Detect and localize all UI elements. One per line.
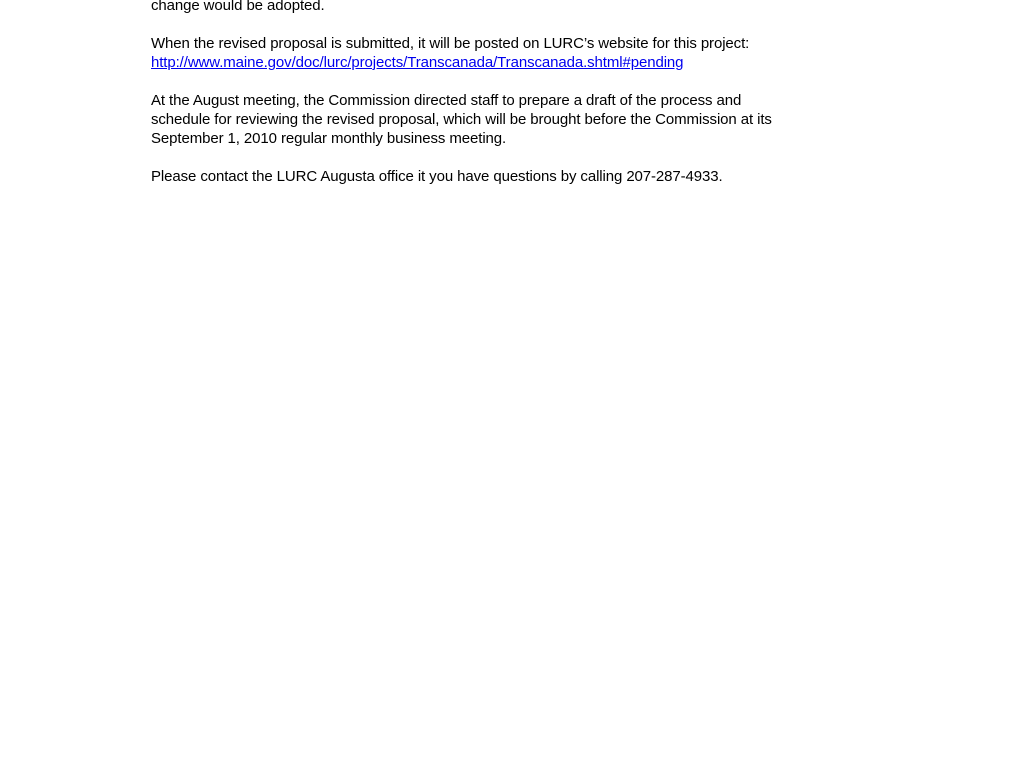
text-line: When the revised proposal is submitted, it will be posted on LURC’s website for this project: [151, 35, 750, 52]
project-website-link[interactable]: http://www.maine.gov/doc/lurc/projects/Transcanada/Transcanada.shtml#pending [151, 54, 684, 71]
text-line: schedule for reviewing the revised proposal, which will be brought before the Commission at its [151, 111, 772, 128]
paragraph-website-posting [151, 34, 871, 72]
text-line: change would be adopted. [151, 0, 325, 14]
paragraph-august-meeting [151, 91, 871, 148]
text-line: At the August meeting, the Commission directed staff to prepare a draft of the process and [151, 92, 742, 109]
paragraph-contact [151, 167, 871, 186]
text-line: Please contact the LURC Augusta office it you have questions by calling 207-287-4933. [151, 168, 723, 185]
document-body [151, 0, 871, 205]
paragraph-adoption [151, 0, 871, 15]
text-line: September 1, 2010 regular monthly business meeting. [151, 130, 507, 147]
